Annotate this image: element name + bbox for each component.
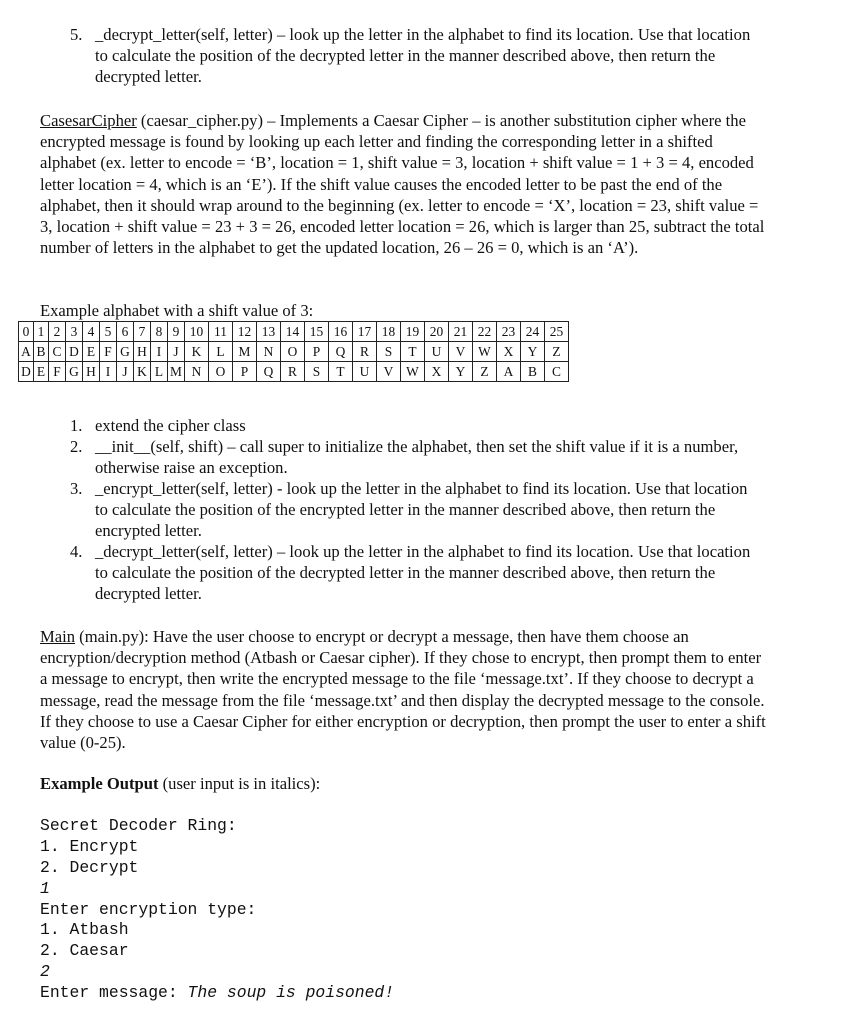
list-number: 1. (70, 416, 83, 435)
table-cell: G (66, 362, 83, 382)
table-cell: C (545, 362, 569, 382)
table-cell: V (377, 362, 401, 382)
caesar-text: (caesar_cipher.py) – Implements a Caesar Cipher – is another substitution cipher where the encrypted message is found by looking up each letter and finding the corresponding letter in a shifted alphabet (ex. letter to encode = ‘B’, location = 1, shift value = 3, location + shift value = 1 + 3 = 4, encoded letter location = 4, which is an ‘E’). If the shift value causes the encoded letter to be past the end of the alphabet, then it should wrap around to the beginning (ex. letter to encode = ‘X’, location = 23, shift value = 3, location + shift value = 23 + 3 = 26, encoded letter location = 26, which is larger than 25, subtract the total number of letters in the alphabet to get the updated location, 26 – 26 = 0, which is an ‘A’). (40, 111, 765, 258)
table-cell: M (168, 362, 185, 382)
console-line: 1. Encrypt (40, 837, 139, 856)
table-cell: J (168, 342, 185, 362)
table-cell: 18 (377, 322, 401, 342)
table-cell: 15 (305, 322, 329, 342)
table-cell: A (19, 342, 34, 362)
table-cell: B (34, 342, 49, 362)
table-cell: U (353, 362, 377, 382)
table-cell: G (117, 342, 134, 362)
list-number: 2. (70, 437, 83, 456)
console-user-input: The soup is poisoned! (187, 983, 395, 1002)
table-cell: 3 (66, 322, 83, 342)
table-cell: 5 (100, 322, 117, 342)
table-cell: O (281, 342, 305, 362)
table-cell: D (19, 362, 34, 382)
table-cell: 1 (34, 322, 49, 342)
table-cell: X (425, 362, 449, 382)
table-cell: 0 (19, 322, 34, 342)
list-number: 5. (70, 25, 83, 44)
table-cell: H (83, 362, 100, 382)
table-cell: M (233, 342, 257, 362)
list-number: 4. (70, 542, 83, 561)
table-cell: 8 (151, 322, 168, 342)
table-cell: Z (545, 342, 569, 362)
table-cell: 13 (257, 322, 281, 342)
table-cell: F (100, 342, 117, 362)
table-cell: R (353, 342, 377, 362)
list-text: extend the cipher class (95, 416, 246, 435)
table-cell: F (49, 362, 66, 382)
list-number: 3. (70, 479, 83, 498)
table-cell: 16 (329, 322, 353, 342)
table-cell: J (117, 362, 134, 382)
list-text: _encrypt_letter(self, letter) - look up the letter in the alphabet to find its location. Use that location to calculate the position of the encrypted letter in the manner described above, then return the encrypted letter. (95, 479, 748, 541)
table-cell: K (185, 342, 209, 362)
table-cell: 12 (233, 322, 257, 342)
table-cell: Y (449, 362, 473, 382)
table-cell: 19 (401, 322, 425, 342)
table-cell: N (257, 342, 281, 362)
table-cell: U (425, 342, 449, 362)
table-cell: L (151, 362, 168, 382)
console-line: 2. Caesar (40, 941, 129, 960)
console-line: 2. Decrypt (40, 858, 139, 877)
table-cell: R (281, 362, 305, 382)
console-line: 1. Atbash (40, 920, 129, 939)
table-caption: Example alphabet with a shift value of 3: (40, 301, 314, 320)
table-cell: 2 (49, 322, 66, 342)
table-cell: Z (473, 362, 497, 382)
table-cell: T (329, 362, 353, 382)
table-cell: T (401, 342, 425, 362)
table-cell: S (377, 342, 401, 362)
example-heading (40, 773, 770, 794)
table-cell: 14 (281, 322, 305, 342)
list-text: _decrypt_letter(self, letter) – look up the letter in the alphabet to find its location. Use that location to calculate the position of the decrypted letter in the manner described above, then return the decrypted letter. (95, 542, 751, 604)
console-user-input: 1 (40, 879, 50, 898)
example-heading-bold: Example Output (40, 774, 159, 793)
table-cell: 9 (168, 322, 185, 342)
caesar-heading: CasesarCipher (40, 111, 137, 130)
console-user-input: 2 (40, 962, 50, 981)
table-cell: 21 (449, 322, 473, 342)
alphabet-table (18, 321, 569, 382)
table-cell: 23 (497, 322, 521, 342)
table-cell: 6 (117, 322, 134, 342)
console-line: Enter encryption type: (40, 900, 257, 919)
console-prompt: Enter message: (40, 983, 188, 1002)
console-line: Secret Decoder Ring: (40, 816, 237, 835)
table-plain-row (19, 342, 569, 362)
table-cell: 17 (353, 322, 377, 342)
console-prompt-line (40, 983, 394, 1004)
table-cell: Q (329, 342, 353, 362)
main-heading: Main (40, 627, 76, 646)
table-cell: 20 (425, 322, 449, 342)
table-cell: D (66, 342, 83, 362)
table-cell: O (209, 362, 233, 382)
list-text: _decrypt_letter(self, letter) – look up the letter in the alphabet to find its location. Use that location to calculate the position of the decrypted letter in the manner described above, then return the decrypted letter. (95, 25, 751, 87)
example-heading-rest: (user input is in italics): (158, 774, 321, 793)
table-cell: 10 (185, 322, 209, 342)
caesar-paragraph (40, 110, 770, 258)
table-cell: B (521, 362, 545, 382)
table-cell: C (49, 342, 66, 362)
table-cell: W (401, 362, 425, 382)
table-cell: W (473, 342, 497, 362)
table-cell: X (497, 342, 521, 362)
table-cell: S (305, 362, 329, 382)
table-cell: E (34, 362, 49, 382)
list-text: __init__(self, shift) – call super to initialize the alphabet, then set the shift value if it is a number, otherwise raise an exception. (95, 437, 739, 478)
table-cell: E (83, 342, 100, 362)
table-cell: 24 (521, 322, 545, 342)
table-cell: Y (521, 342, 545, 362)
table-cell: 22 (473, 322, 497, 342)
table-cell: K (134, 362, 151, 382)
table-cell: 11 (209, 322, 233, 342)
table-cell: 25 (545, 322, 569, 342)
table-cell: Q (257, 362, 281, 382)
table-cell: A (497, 362, 521, 382)
table-cell: 4 (83, 322, 100, 342)
table-cell: 7 (134, 322, 151, 342)
table-cell: H (134, 342, 151, 362)
table-cell: I (151, 342, 168, 362)
table-cell: P (233, 362, 257, 382)
table-index-row (19, 322, 569, 342)
table-shifted-row (19, 362, 569, 382)
table-cell: I (100, 362, 117, 382)
table-cell: N (185, 362, 209, 382)
table-cell: L (209, 342, 233, 362)
main-paragraph (40, 626, 770, 753)
main-text: (main.py): Have the user choose to encrypt or decrypt a message, then have them choose an encryption/decryption method (Atbash or Caesar cipher). If they chose to encrypt, then prompt them to enter a message to encrypt, then write the encrypted message to the file ‘message.txt’. If they choose to decrypt a message, read the message from the file ‘message.txt’ and then display the decrypted message to the console. If they choose to use a Caesar Cipher for either encryption or decryption, then prompt the user to enter a shift value (0-25). (40, 627, 766, 753)
table-cell: V (449, 342, 473, 362)
table-cell: P (305, 342, 329, 362)
